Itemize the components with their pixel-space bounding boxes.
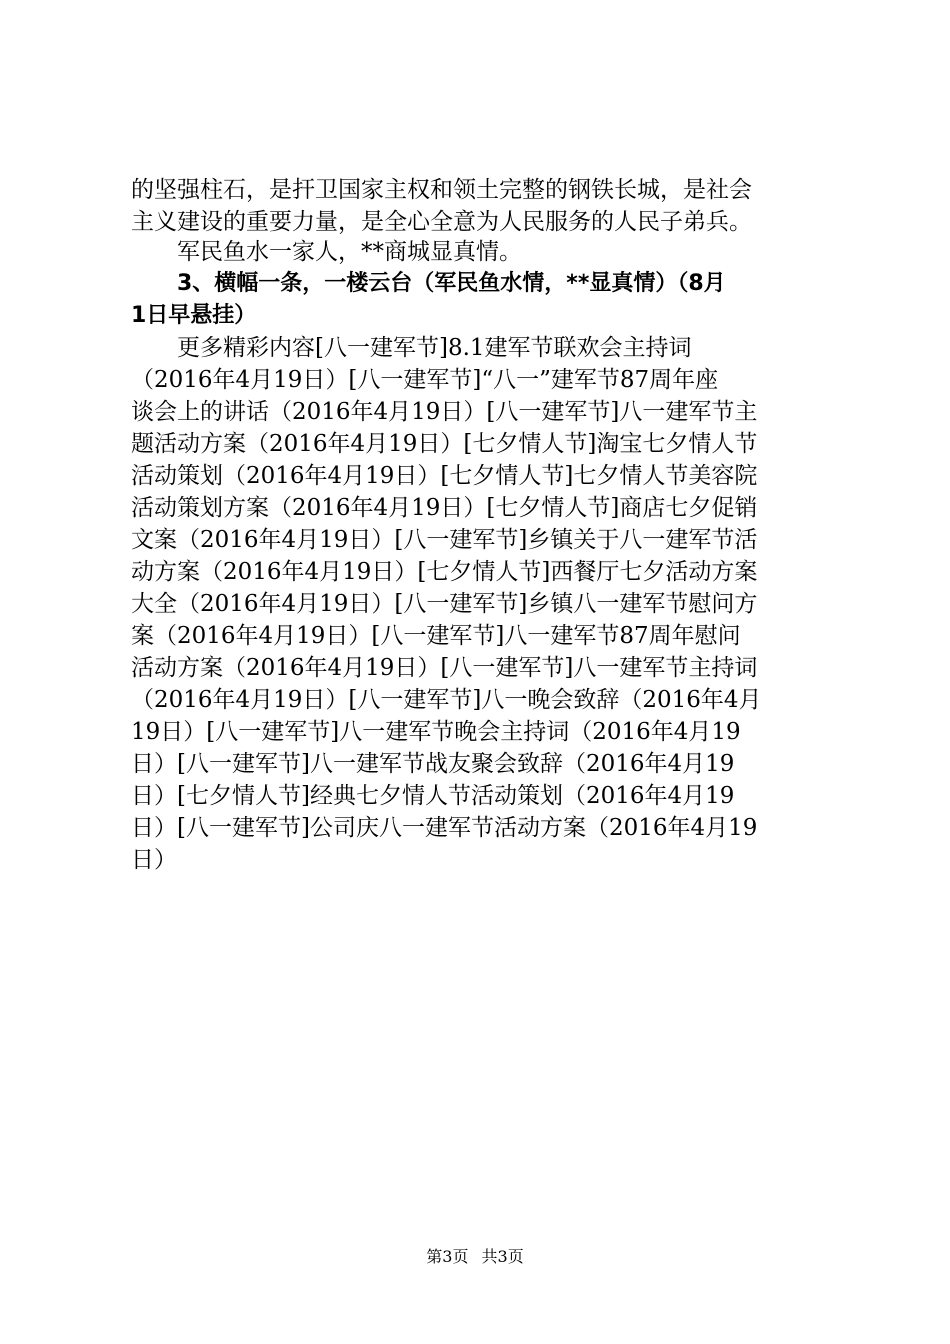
- text-line: 题活动方案（2016年4月19日）[七夕情人节]淘宝七夕情人节: [131, 431, 758, 457]
- paragraph-2: [131, 236, 831, 268]
- text-line: 军民鱼水一家人，**商城显真情。: [177, 239, 522, 265]
- text-line: 日）[八一建军节]八一建军节战友聚会致辞（2016年4月19: [131, 751, 735, 777]
- text-line: 更多精彩内容[八一建军节]8.1建军节联欢会主持词: [177, 335, 692, 361]
- text-line: 19日）[八一建军节]八一建军节晚会主持词（2016年4月19: [131, 719, 741, 745]
- text-line: 动方案（2016年4月19日）[七夕情人节]西餐厅七夕活动方案: [131, 559, 758, 585]
- text-line: 日）[八一建军节]公司庆八一建军节活动方案（2016年4月19: [131, 815, 758, 841]
- page-footer: [0, 1246, 950, 1268]
- heading-line: 3、横幅一条，一楼云台（军民鱼水情，**显真情）（8月: [177, 271, 726, 296]
- page-number-total: 共3页: [481, 1247, 524, 1266]
- paragraph-1: [131, 174, 831, 238]
- text-line: （2016年4月19日）[八一建军节]八一晚会致辞（2016年4月: [131, 687, 762, 713]
- text-line: 案（2016年4月19日）[八一建军节]八一建军节87周年慰问: [131, 623, 741, 649]
- text-line: 日）: [131, 847, 177, 873]
- text-line: 大全（2016年4月19日）[八一建军节]乡镇八一建军节慰问方: [131, 591, 758, 617]
- text-line: 活动策划（2016年4月19日）[七夕情人节]七夕情人节美容院: [131, 463, 758, 489]
- heading-3: [131, 268, 831, 332]
- heading-line: 1日早悬挂）: [131, 303, 257, 328]
- text-line: 谈会上的讲话（2016年4月19日）[八一建军节]八一建军节主: [131, 399, 758, 425]
- more-content-paragraph: [131, 332, 831, 876]
- text-line: （2016年4月19日）[八一建军节]“八一”建军节87周年座: [131, 367, 719, 393]
- text-line: 的坚强柱石，是扞卫国家主权和领土完整的钢铁长城，是社会: [131, 177, 752, 203]
- text-line: 文案（2016年4月19日）[八一建军节]乡镇关于八一建军节活: [131, 527, 758, 553]
- text-line: 主义建设的重要力量，是全心全意为人民服务的人民子弟兵。: [131, 209, 752, 235]
- text-line: 活动策划方案（2016年4月19日）[七夕情人节]商店七夕促销: [131, 495, 758, 521]
- text-line: 活动方案（2016年4月19日）[八一建军节]八一建军节主持词: [131, 655, 758, 681]
- page-number-current: 第3页: [426, 1247, 469, 1266]
- text-line: 日）[七夕情人节]经典七夕情人节活动策划（2016年4月19: [131, 783, 735, 809]
